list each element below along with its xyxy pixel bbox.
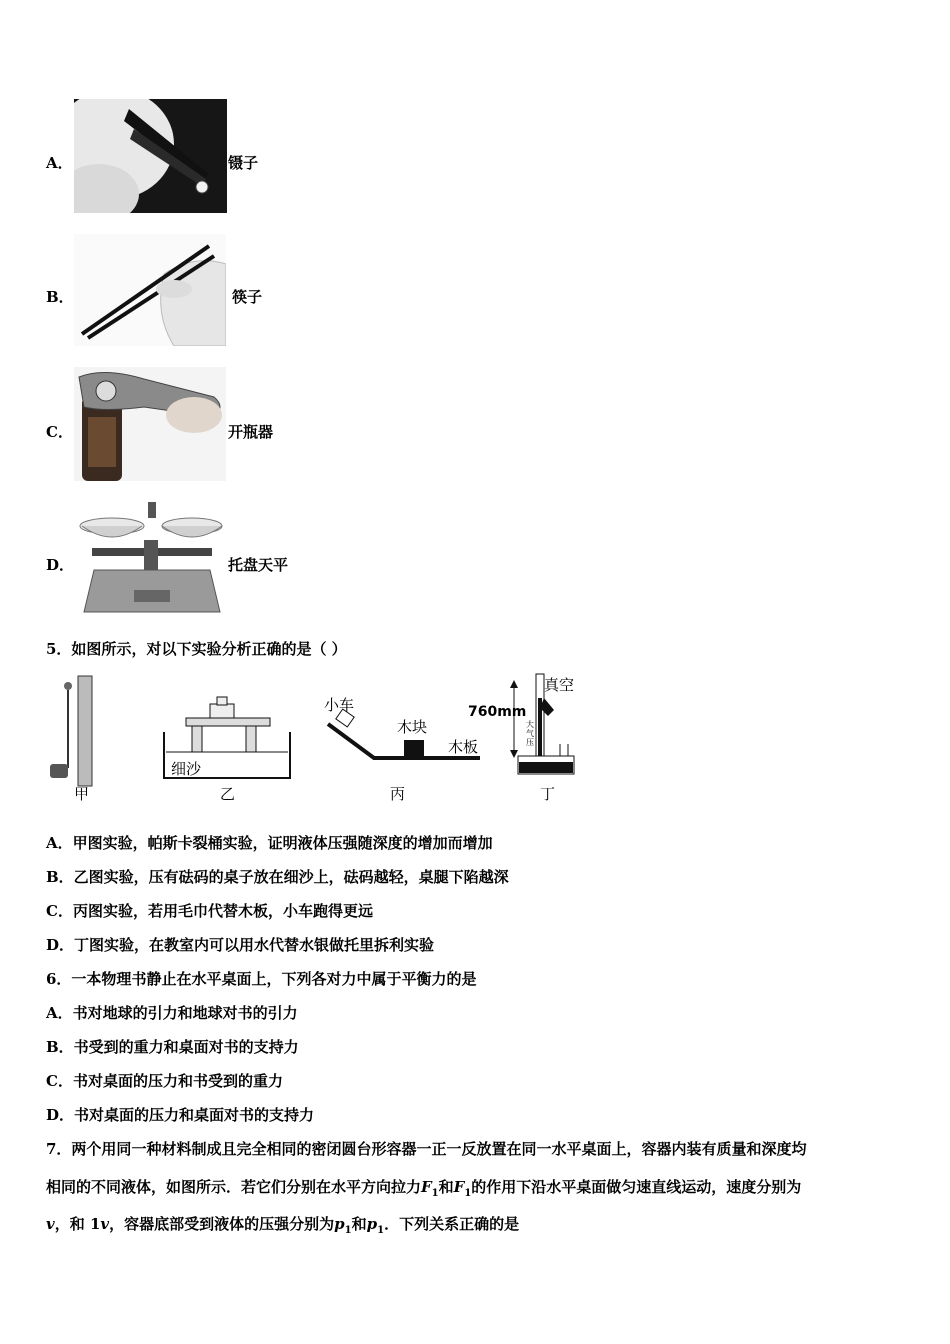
q5-option-d: D．丁图实验，在教室内可以用水代替水银做托里拆利实验 <box>46 936 435 954</box>
q5-option-a: A．甲图实验，帕斯卡裂桶实验，证明液体压强随深度的增加而增加 <box>46 834 493 852</box>
q5-figure <box>40 668 600 808</box>
label-air-pressure: 大气压 <box>526 720 534 747</box>
label-sand: 细沙 <box>171 760 202 778</box>
q6-option-c: C．书对桌面的压力和书受到的重力 <box>46 1072 283 1090</box>
option-b-letter: B． <box>46 288 74 306</box>
q5-option-c: C．丙图实验，若用毛巾代替木板，小车跑得更远 <box>46 902 373 920</box>
label-cart: 小车 <box>324 696 355 714</box>
caption-yi: 乙 <box>220 785 236 803</box>
bottle-opener-image <box>74 367 226 481</box>
q6-stem: 6．一本物理书静止在水平桌面上，下列各对力中属于平衡力的是 <box>46 970 477 988</box>
q5-stem: 5．如图所示，对以下实验分析正确的是（ ） <box>46 640 347 658</box>
balance-scale-image <box>74 500 226 614</box>
option-a-label: 镊子 <box>228 154 259 172</box>
option-b-label: 筷子 <box>232 288 263 306</box>
q7-line-2: 相同的不同液体，如图所示．若它们分别在水平方向拉力$F_1$和$F_1$的作用下沿水平桌面做匀速直线运动，速度分别为 <box>46 1178 802 1199</box>
barrel-experiment-drawing <box>50 676 92 786</box>
label-vacuum: 真空 <box>544 676 575 694</box>
q6-option-b: B．书受到的重力和桌面对书的支持力 <box>46 1038 299 1056</box>
option-d-letter: D． <box>46 556 75 574</box>
caption-jia: 甲 <box>74 785 90 803</box>
chopsticks-image <box>74 234 226 346</box>
option-c-label: 开瓶器 <box>228 423 274 441</box>
q6-option-d: D．书对桌面的压力和桌面对书的支持力 <box>46 1106 315 1124</box>
tweezers-image <box>74 99 227 213</box>
q7-line-3: v，和 1v，容器底部受到液体的压强分别为$p_1$和$p_1$．下列关系正确的是 <box>46 1215 520 1236</box>
label-board: 木板 <box>448 738 479 756</box>
option-a-letter: A． <box>46 154 73 172</box>
option-c-letter: C． <box>46 423 73 441</box>
caption-ding: 丁 <box>540 785 556 803</box>
label-block: 木块 <box>397 718 428 736</box>
caption-bing: 丙 <box>390 785 406 803</box>
q6-option-a: A．书对地球的引力和地球对书的引力 <box>46 1004 298 1022</box>
label-760mm: 760mm <box>468 704 527 720</box>
q7-line-1: 7．两个用同一种材料制成且完全相同的密闭圆台形容器一正一反放置在同一水平桌面上，容器内装有质量和深度均 <box>46 1140 807 1158</box>
option-d-label: 托盘天平 <box>228 556 289 574</box>
q5-option-b: B．乙图实验，压有砝码的桌子放在细沙上，砝码越轻，桌腿下陷越深 <box>46 868 509 886</box>
